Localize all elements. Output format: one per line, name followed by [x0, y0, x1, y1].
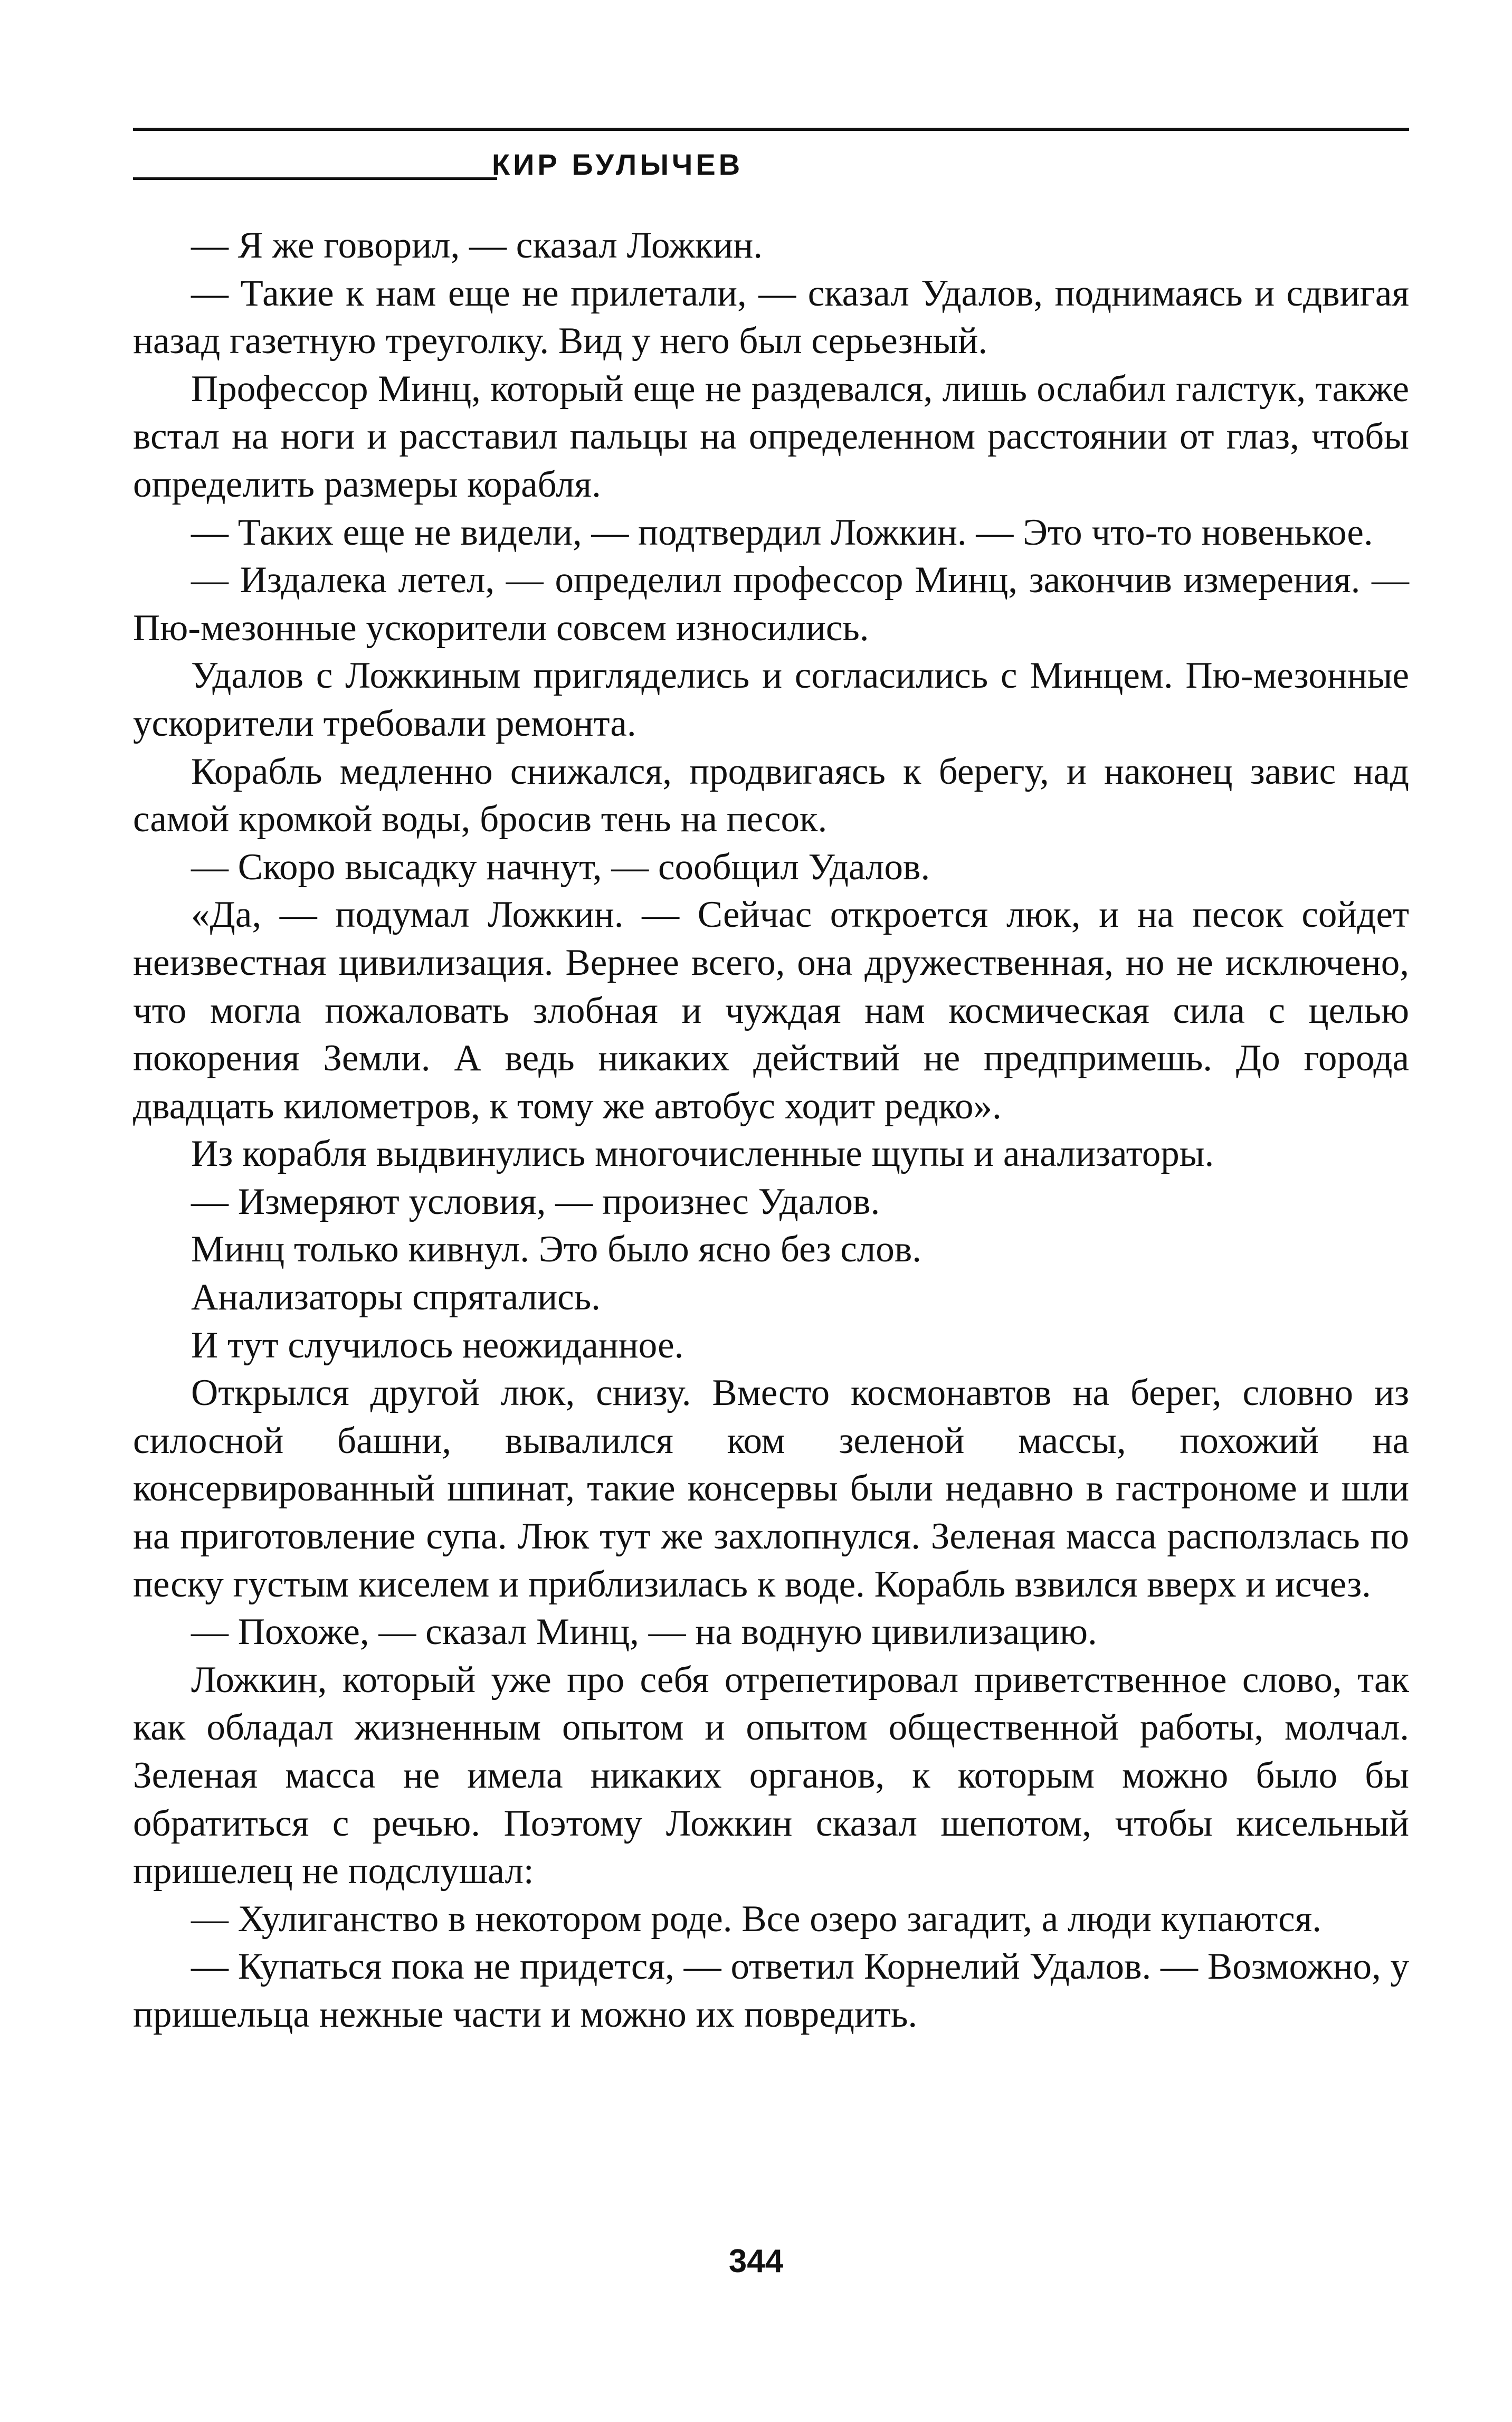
paragraph: — Таких еще не видели, — подтвердил Ложкин. — Это что-то новенькое.: [191, 511, 1373, 553]
paragraph: — Я же говорил, — сказал Ложкин.: [191, 225, 763, 266]
paragraph: «Да, — подумал Ложкин. — Сейчас откроется люк, и на песок сойдет неизвестная цивилизация. Вернее всего, она дружественная, но не исключено, что могла пожаловать злобная и чуждая нам космическая сила с целью покорения Земли. А ведь никаких действий не предпримешь. До города двадцать километров, к тому же автобус ходит редко».: [133, 894, 1409, 1127]
header-author: КИР БУЛЫЧЕВ: [492, 148, 744, 181]
paragraph: И тут случилось неожиданное.: [191, 1324, 684, 1366]
paragraph: — Купаться пока не придется, — ответил Корнелий Удалов. — Возможно, у пришельца нежные части и можно их повредить.: [133, 1946, 1409, 2035]
paragraph: Анализаторы спрятались.: [191, 1277, 601, 1318]
paragraph: — Скоро высадку начнут, — сообщил Удалов.: [191, 846, 930, 888]
paragraph: Ложкин, который уже про себя отрепетировал приветственное слово, так как обладал жизненным опытом и опытом общественной работы, молчал. Зеленая масса не имела никаких органов, к которым можно было бы обратиться с речью. Поэтому Ложкин сказал шепотом, чтобы кисельный пришелец не подслушал:: [133, 1659, 1409, 1892]
paragraph: Открылся другой люк, снизу. Вместо космонавтов на берег, словно из силосной башни, вывалился ком зеленой массы, похожий на консервированный шпинат, такие консервы были недавно в гастрономе и шли на приготовление супа. Люк тут же захлопнулся. Зеленая масса расползлась по песку густым киселем и приблизилась к воде. Корабль взвился вверх и исчез.: [133, 1372, 1409, 1605]
paragraph: — Хулиганство в некотором роде. Все озеро загадит, а люди купаются.: [191, 1898, 1322, 1940]
header-underline: [133, 177, 497, 180]
paragraph: Минц только кивнул. Это было ясно без слов.: [191, 1229, 922, 1270]
paragraph: — Похоже, — сказал Минц, — на водную цивилизацию.: [191, 1611, 1097, 1653]
top-rule: [133, 128, 1409, 131]
running-header: [133, 143, 1409, 185]
paragraph: — Измеряют условия, — произнес Удалов.: [191, 1181, 880, 1222]
paragraph: — Такие к нам еще не прилетали, — сказал Удалов, поднимаясь и сдвигая назад газетную треуголку. Вид у него был серьезный.: [133, 272, 1409, 362]
paragraph: Корабль медленно снижался, продвигаясь к берегу, и наконец завис над самой кромкой воды, бросив тень на песок.: [133, 751, 1409, 840]
paragraph: Профессор Минц, который еще не раздевался, лишь ослабил галстук, также встал на ноги и расставил пальцы на определенном расстоянии от глаз, чтобы определить размеры корабля.: [133, 368, 1409, 505]
body-text: [133, 222, 1409, 2039]
page-number: 344: [728, 2243, 784, 2279]
paragraph: Из корабля выдвинулись многочисленные щупы и анализаторы.: [191, 1133, 1214, 1175]
paragraph: — Издалека летел, — определил профессор Минц, закончив измерения. — Пю-мезонные ускорители совсем износились.: [133, 559, 1409, 649]
paragraph: Удалов с Ложкиным пригляделись и согласились с Минцем. Пю-мезонные ускорители требовали ремонта.: [133, 655, 1409, 744]
